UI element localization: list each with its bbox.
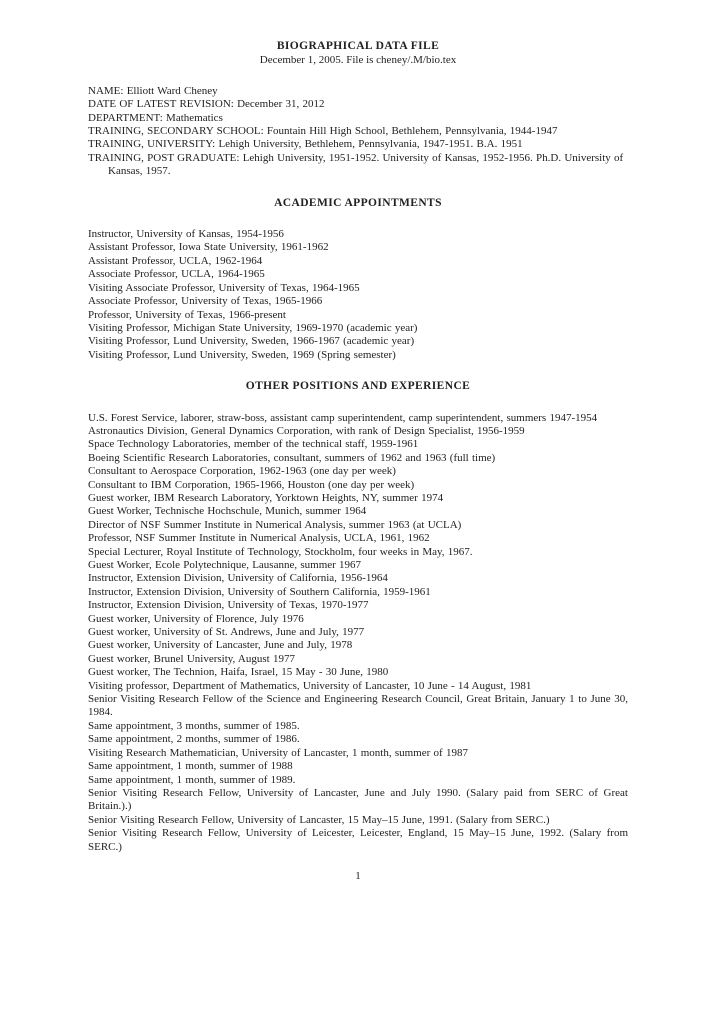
document-entry: Instructor, Extension Division, University of Southern California, 1959-1961 xyxy=(88,585,431,598)
document-entry: Instructor, Extension Division, University of California, 1956-1964 xyxy=(88,572,388,585)
document-entry: Space Technology Laboratories, member of the technical staff, 1959-1961 xyxy=(88,438,419,451)
document-entry: Astronautics Division, General Dynamics Corporation, with rank of Design Specialist, 1956-1959 xyxy=(88,424,525,437)
document-entry: Visiting Professor, Lund University, Sweden, 1969 (Spring semester) xyxy=(88,348,396,361)
document-entry: Director of NSF Summer Institute in Numerical Analysis, summer 1963 (at UCLA) xyxy=(88,518,462,531)
document-entry: Guest worker, Brunel University, August 1977 xyxy=(88,652,295,665)
document-title: BIOGRAPHICAL DATA FILE xyxy=(276,40,440,52)
document-entry: Special Lecturer, Royal Institute of Technology, Stockholm, four weeks in May, 1967. xyxy=(88,545,473,558)
document-entry: Same appointment, 1 month, summer of 1988 xyxy=(88,760,293,773)
document-entry: Consultant to Aerospace Corporation, 1962-1963 (one day per week) xyxy=(88,465,396,478)
document-entry: Visiting professor, Department of Mathematics, University of Lancaster, 10 June - 14 August, 1981 xyxy=(88,679,532,692)
bio-header-list xyxy=(88,85,628,179)
academic-appointments-list xyxy=(88,228,628,362)
section-heading-other-positions: OTHER POSITIONS AND EXPERIENCE xyxy=(245,380,471,393)
document-entry: Same appointment, 2 months, summer of 1986. xyxy=(88,733,300,746)
document-entry: Guest worker, University of Lancaster, June and July, 1978 xyxy=(88,639,353,652)
page-number: 1 xyxy=(355,869,361,882)
document-entry: Senior Visiting Research Fellow of the Science and Engineering Research Council, Great Britain, January 1 to June 30, 1984. xyxy=(88,693,628,719)
document-entry: Professor, University of Texas, 1966-present xyxy=(88,308,286,321)
document-entry: Senior Visiting Research Fellow, University of Lancaster, 15 May–15 June, 1991. (Salary from SERC.) xyxy=(88,813,550,826)
document-entry: Visiting Associate Professor, University of Texas, 1964-1965 xyxy=(88,281,360,294)
document-entry: Guest worker, IBM Research Laboratory, Yorktown Heights, NY, summer 1974 xyxy=(88,491,444,504)
document-entry: Assistant Professor, UCLA, 1962-1964 xyxy=(88,254,263,267)
document-entry: Boeing Scientific Research Laboratories, consultant, summers of 1962 and 1963 (full time) xyxy=(88,451,496,464)
document-entry: Visiting Professor, Lund University, Sweden, 1966-1967 (academic year) xyxy=(88,335,415,348)
document-entry: Guest worker, University of St. Andrews, June and July, 1977 xyxy=(88,626,365,639)
section-other-positions xyxy=(88,380,628,854)
document-entry: DATE OF LATEST REVISION: December 31, 2012 xyxy=(88,98,325,111)
document-entry: Senior Visiting Research Fellow, University of Lancaster, June and July 1990. (Salary paid from SERC of Great Britain.).) xyxy=(88,786,628,813)
document-entry: Same appointment, 3 months, summer of 1985. xyxy=(88,719,300,732)
section-academic-appointments xyxy=(88,197,628,362)
document-entry: Senior Visiting Research Fellow, University of Leicester, Leicester, England, 15 May–15 June, 1992. (Salary from SERC.) xyxy=(88,827,628,853)
document-entry: Same appointment, 1 month, summer of 1989. xyxy=(88,773,296,786)
document-entry: Professor, NSF Summer Institute in Numerical Analysis, UCLA, 1961, 1962 xyxy=(88,532,430,545)
document-entry: Associate Professor, UCLA, 1964-1965 xyxy=(88,268,265,281)
document-entry: Assistant Professor, Iowa State University, 1961-1962 xyxy=(88,241,329,254)
document-entry: Visiting Professor, Michigan State University, 1969-1970 (academic year) xyxy=(88,321,418,334)
section-heading-academic-appointments: ACADEMIC APPOINTMENTS xyxy=(274,196,442,209)
document-entry: Guest Worker, Technische Hochschule, Munich, summer 1964 xyxy=(88,505,367,518)
document-entry: Guest Worker, Ecole Polytechnique, Lausanne, summer 1967 xyxy=(88,559,362,571)
document-subtitle: December 1, 2005. File is cheney/.M/bio.tex xyxy=(259,54,457,67)
document-entry: TRAINING, POST GRADUATE: Lehigh University, 1951-1952. University of Kansas, 1952-1956. Ph.D. University of Kansas, 1957. xyxy=(88,151,624,178)
document-entry: Associate Professor, University of Texas, 1965-1966 xyxy=(88,295,323,308)
document-entry: Instructor, University of Kansas, 1954-1956 xyxy=(88,228,284,241)
document-entry: DEPARTMENT: Mathematics xyxy=(88,111,223,124)
document-content xyxy=(88,40,628,883)
document-entry: Visiting Research Mathematician, University of Lancaster, 1 month, summer of 1987 xyxy=(88,746,468,759)
document-entry: TRAINING, SECONDARY SCHOOL: Fountain Hill High School, Bethlehem, Pennsylvania, 1944-1947 xyxy=(88,125,558,138)
document-entry: Instructor, Extension Division, University of Texas, 1970-1977 xyxy=(88,599,369,612)
document-entry: NAME: Elliott Ward Cheney xyxy=(88,84,218,97)
document-entry: U.S. Forest Service, laborer, straw-boss, assistant camp superintendent, camp superintendent, summers 1947-1954 xyxy=(88,411,598,424)
other-positions-list xyxy=(88,412,628,854)
document-entry: TRAINING, UNIVERSITY: Lehigh University, Bethlehem, Pennsylvania, 1947-1951. B.A. 1951 xyxy=(88,138,523,151)
document-entry: Guest worker, The Technion, Haifa, Israel, 15 May - 30 June, 1980 xyxy=(88,666,389,679)
document-entry: Guest worker, University of Florence, July 1976 xyxy=(88,612,304,625)
document-entry: Consultant to IBM Corporation, 1965-1966, Houston (one day per week) xyxy=(88,478,415,491)
